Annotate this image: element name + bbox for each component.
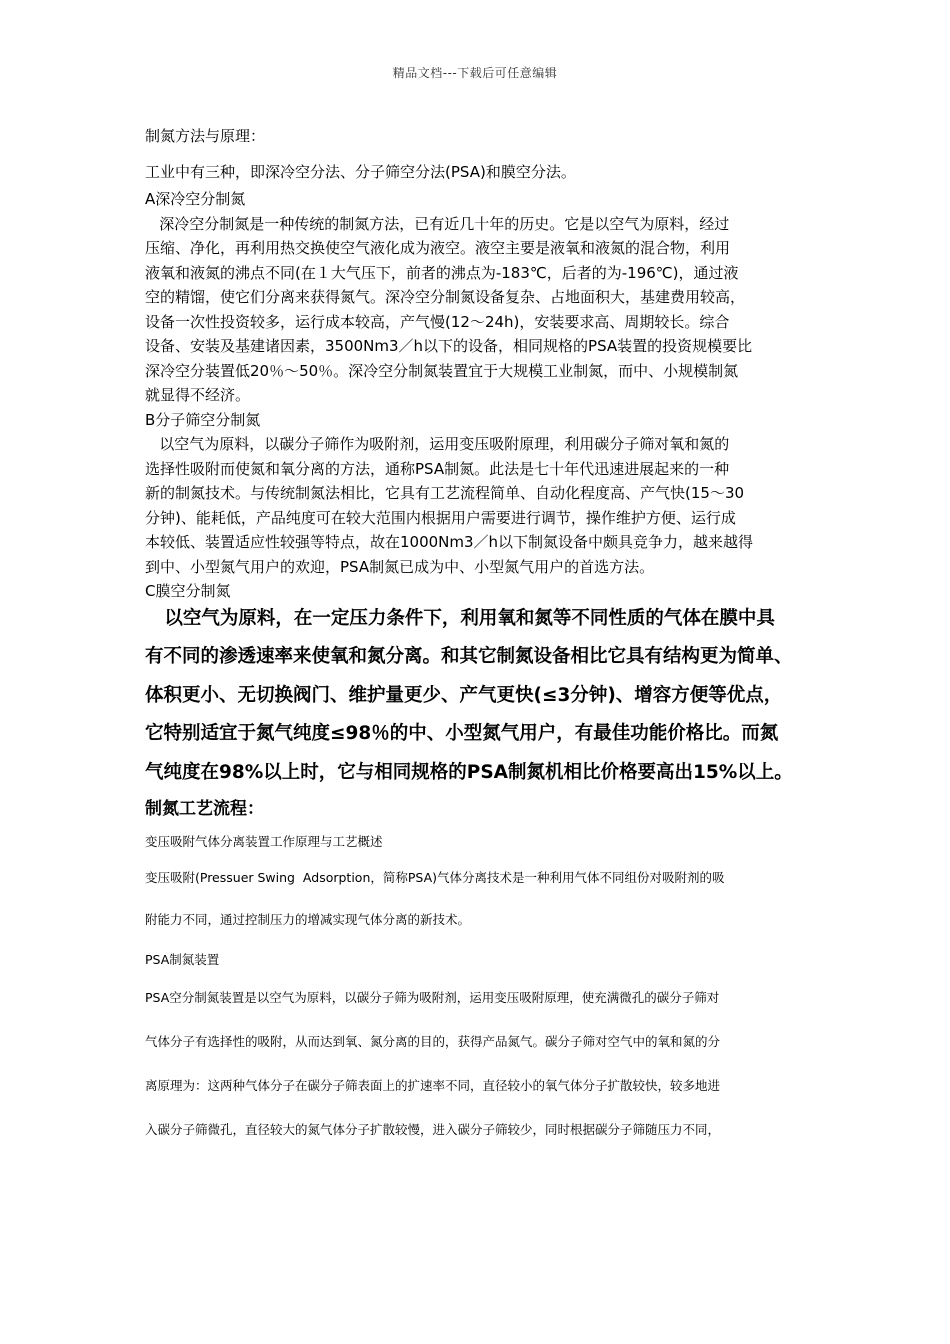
section-c-line: 体积更小、无切换阀门、维护量更少、产气更快(≤3分钟)、增容方便等优点， xyxy=(145,684,783,706)
section-b-line: 选择性吸附而使氮和氧分离的方法，通称PSA制氮。此法是七十年代迅速进展起来的一种 xyxy=(145,459,730,478)
process-title: 制氮工艺流程： xyxy=(145,799,264,819)
section-c-line: 它特别适宜于氮气纯度≤98％的中、小型氮气用户，有最佳功能价格比。而氮 xyxy=(145,723,779,744)
section-c-line: 有不同的渗透速率来使氧和氮分离。和其它制氮设备相比它具有结构更为简单、 xyxy=(145,646,793,667)
section-b-line: 分钟)、能耗低，产品纯度可在较大范围内根据用户需要进行调节，操作维护方便、运行成 xyxy=(145,508,736,527)
psa-device-line: 入碳分子筛微孔，直径较大的氮气体分子扩散较慢，进入碳分子筛较少，同时根据碳分子筛随压力不同， xyxy=(145,1122,721,1137)
page-header: 精品文档---下载后可任意编辑 xyxy=(392,66,558,80)
section-a-line: 空的精馏，使它们分离来获得氮气。深冷空分制氮设备复杂、占地面积大，基建费用较高， xyxy=(145,288,746,306)
section-a-line: 设备、安装及基建诸因素，3500Nm3／h以下的设备，相同规格的PSA装置的投资规模要比 xyxy=(145,337,753,355)
psa-device-line: PSA空分制氮装置是以空气为原料，以碳分子筛为吸附剂，运用变压吸附原理，使充满微孔的碳分子筛对 xyxy=(145,990,720,1005)
section-b-heading: B分子筛空分制氮 xyxy=(145,410,261,429)
section-a-line: 就显得不经济。 xyxy=(145,386,251,404)
intro-paragraph: 工业中有三种，即深冷空分法、分子筛空分法(PSA)和膜空分法。 xyxy=(145,163,576,181)
psa-intro-line: 变压吸附(Pressuer Swing Adsorption，简称PSA)气体分离技术是一种利用气体不同组份对吸附剂的吸 xyxy=(145,870,725,885)
section-b-line: 到中、小型氮气用户的欢迎，PSA制氮已成为中、小型氮气用户的首选方法。 xyxy=(145,557,655,576)
psa-device-line: 气体分子有选择性的吸附，从而达到氧、氮分离的目的，获得产品氮气。碳分子筛对空气中的氧和氮的分 xyxy=(145,1034,721,1049)
section-c-heading: C膜空分制氮 xyxy=(145,582,231,600)
section-a-line: 设备一次性投资较多，运行成本较高，产气慢(12～24h)，安装要求高、周期较长。综合 xyxy=(145,312,730,331)
psa-device-title: PSA制氮装置 xyxy=(145,952,220,967)
section-b-line: 新的制氮技术。与传统制氮法相比，它具有工艺流程简单、自动化程度高、产气快(15～30 xyxy=(145,484,745,502)
section-a-line: 液氧和液氮的沸点不同(在１大气压下，前者的沸点为-183℃，后者的为-196℃)，通过液 xyxy=(145,263,739,282)
section-b-line: 以空气为原料，以碳分子筛作为吸附剂，运用变压吸附原理，利用碳分子筛对氧和氮的 xyxy=(145,435,730,453)
section-b-line: 本较低、装置适应性较强等特点，故在1000Nm3／h以下制氮设备中颇具竞争力，越来越得 xyxy=(145,533,754,551)
section-c-line: 气纯度在98%以上时，它与相同规格的PSA制氮机相比价格要高出15%以上。 xyxy=(145,761,793,783)
psa-device-line: 离原理为：这两种气体分子在碳分子筛表面上的扩速率不同，直径较小的氧气体分子扩散较快，较多地进 xyxy=(145,1078,721,1093)
section-a-line: 深冷空分装置低20％～50％。深冷空分制氮装置宜于大规模工业制氮，而中、小规模制氮 xyxy=(145,361,739,380)
doc-title: 制氮方法与原理： xyxy=(145,127,266,145)
section-c-line: 以空气为原料，在一定压力条件下，利用氧和氮等不同性质的气体在膜中具 xyxy=(145,607,775,629)
section-a-heading: A深冷空分制氮 xyxy=(145,190,246,208)
process-subtitle: 变压吸附气体分离装置工作原理与工艺概述 xyxy=(145,834,383,849)
section-a-line: 深冷空分制氮是一种传统的制氮方法，已有近几十年的历史。它是以空气为原料，经过 xyxy=(145,214,730,233)
document-body xyxy=(145,124,815,1140)
section-a-line: 压缩、净化，再利用热交换使空气液化成为液空。液空主要是液氧和液氮的混合物，利用 xyxy=(145,239,731,257)
psa-intro-line: 附能力不同，通过控制压力的增减实现气体分离的新技术。 xyxy=(145,912,471,927)
